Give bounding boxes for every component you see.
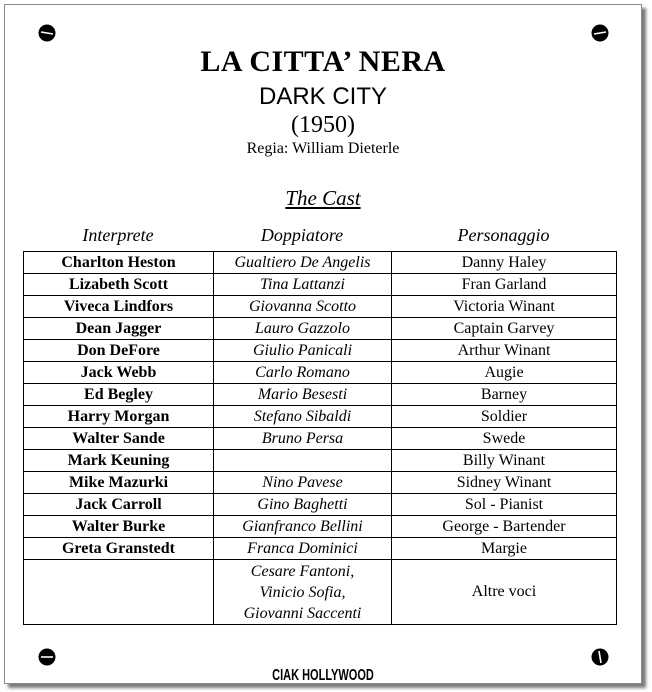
actor-cell: Dean Jagger [24,318,214,340]
character-cell: Arthur Winant [392,340,617,362]
actor-cell: Viveca Lindfors [24,296,214,318]
character-cell: Swede [392,428,617,450]
section-heading: The Cast [285,186,361,210]
screw-icon [591,24,609,42]
character-cell: Soldier [392,406,617,428]
character-cell: Augie [392,362,617,384]
dubber-line: Giovanni Saccenti [243,604,362,622]
table-row-other-voices [24,560,617,625]
character-cell: Billy Winant [392,450,617,472]
character-cell: Sol - Pianist [392,494,617,516]
screw-icon [591,648,609,666]
table-row [24,274,617,296]
table-row [24,318,617,340]
column-header-interprete: Interprete [82,225,154,245]
dubber-cell: Tina Lattanzi [214,274,392,296]
column-header-doppiatore: Doppiatore [260,225,344,245]
character-cell: Victoria Winant [392,296,617,318]
dubber-cell: Bruno Persa [214,428,392,450]
table-row [24,450,617,472]
table-row [24,472,617,494]
dubber-cell: Nino Pavese [214,472,392,494]
column-header-personaggio: Personaggio [457,225,550,245]
cast-table-body [24,252,617,625]
actor-cell: Jack Carroll [24,494,214,516]
dubber-cell: Gino Baghetti [214,494,392,516]
dubber-cell: Mario Besesti [214,384,392,406]
dubber-line: Cesare Fantoni, [250,562,355,580]
dubber-cell: Gianfranco Bellini [214,516,392,538]
dubber-line: Vinicio Sofia, [259,583,346,601]
actor-cell: Greta Granstedt [24,538,214,560]
page-subtitle: DARK CITY [258,83,387,110]
dubber-cell: Giulio Panicali [214,340,392,362]
director-credit: Regia: William Dieterle [246,140,400,157]
character-cell: Sidney Winant [392,472,617,494]
dubber-cell [214,450,392,472]
table-row [24,384,617,406]
cast-plate [4,4,642,684]
release-year: (1950) [291,112,355,138]
character-cell: George - Bartender [392,516,617,538]
table-row [24,494,617,516]
table-row [24,538,617,560]
table-row [24,406,617,428]
actor-cell: Jack Webb [24,362,214,384]
table-row [24,516,617,538]
dubber-cell: Carlo Romano [214,362,392,384]
character-cell: Danny Haley [392,252,617,274]
actor-cell: Harry Morgan [24,406,214,428]
table-row [24,428,617,450]
table-row [24,252,617,274]
ciak-hollywood-logo [5,666,641,684]
actor-cell: Ed Begley [24,384,214,406]
character-cell: Margie [392,538,617,560]
screw-icon [38,24,56,42]
actor-cell: Charlton Heston [24,252,214,274]
character-cell: Captain Garvey [392,318,617,340]
dubber-cell: Lauro Gazzolo [214,318,392,340]
dubber-cell: Franca Dominici [214,538,392,560]
actor-cell: Lizabeth Scott [24,274,214,296]
character-cell: Altre voci [392,560,617,625]
actor-cell: Walter Sande [24,428,214,450]
dubber-cell [214,560,392,625]
actor-cell: Walter Burke [24,516,214,538]
cast-table [23,251,617,625]
logo-text: CIAK HOLLYWOOD [272,667,374,685]
character-cell: Fran Garland [392,274,617,296]
table-row [24,362,617,384]
actor-cell: Mike Mazurki [24,472,214,494]
actor-cell [24,560,214,625]
dubber-cell: Giovanna Scotto [214,296,392,318]
screw-icon [38,648,56,666]
character-cell: Barney [392,384,617,406]
page-title: LA CITTA’ NERA [200,45,446,78]
dubber-cell: Stefano Sibaldi [214,406,392,428]
actor-cell: Don DeFore [24,340,214,362]
dubber-cell: Gualtiero De Angelis [214,252,392,274]
table-row [24,296,617,318]
actor-cell: Mark Keuning [24,450,214,472]
table-row [24,340,617,362]
